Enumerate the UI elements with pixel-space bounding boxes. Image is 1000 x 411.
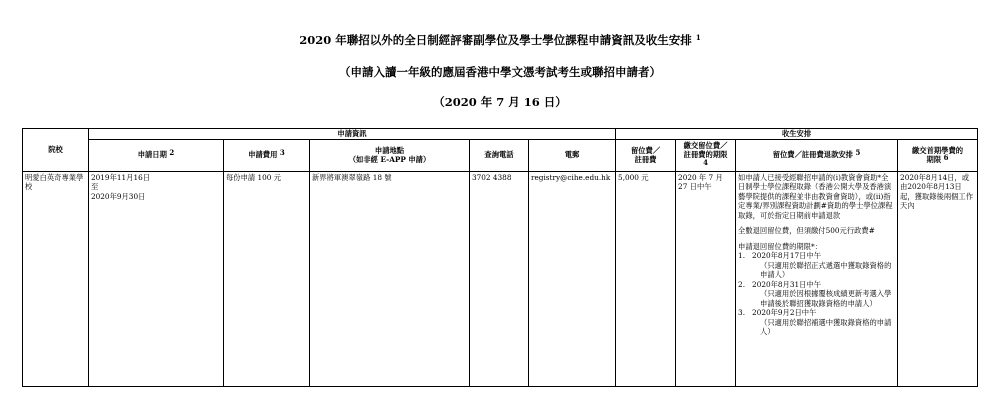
document-title-text: 2020 年聯招以外的全日制經評審副學位及學士學位課程申請資訊及收生安排 [299, 33, 692, 47]
table-group-header-row [23, 129, 978, 140]
list-number: 1. [738, 251, 746, 260]
header-group-application: 申請資訊 [89, 129, 616, 140]
header-deposit-line: 留位費／ [630, 145, 661, 155]
list-item [738, 251, 895, 280]
header-deposit [616, 139, 676, 171]
cell-email: registry@cihe.edu.hk [529, 171, 616, 386]
document-date: （2020 年 7 月 16 日） [433, 95, 567, 109]
cell-app-date-line: 2020年9月30日 [91, 191, 146, 201]
admission-info-table [22, 128, 978, 387]
footnote-marker: 2 [169, 148, 175, 158]
cell-refund [736, 171, 898, 386]
list-item [738, 308, 895, 337]
cell-deposit: 5,000 元 [616, 171, 676, 386]
cell-app-date [89, 171, 224, 386]
footnote-marker: 3 [279, 148, 285, 158]
header-deposit-line: 註冊費 [634, 155, 657, 164]
header-address-line: （如非經 E-APP 申請） [348, 155, 431, 164]
list-date: 2020年8月31日中午 [752, 279, 822, 289]
cell-app-date-line: 至 [91, 182, 99, 191]
cell-address: 新界將軍澳翠嶺路 18 號 [310, 171, 470, 386]
list-number: 2. [738, 279, 746, 289]
header-phone: 查詢電話 [470, 139, 529, 171]
header-address [310, 139, 470, 171]
cell-app-fee: 每份申請 100 元 [224, 171, 310, 386]
list-note: （只適用於聯招補選中獲取錄資格的申請人） [760, 317, 892, 336]
list-note: （只適用於因根據覆核成績更新考選入學申請後於聯招獲取錄資格的申請人） [760, 289, 892, 308]
list-number: 3. [738, 308, 746, 317]
table-header-row [23, 139, 978, 171]
cell-first-fee: 2020年8月14日，或由2020年8月13日起，獲取錄後兩個工作天內 [898, 171, 978, 386]
cell-phone: 3702 4388 [470, 171, 529, 386]
header-first-fee-line: 繳交首期學費的 [912, 145, 964, 155]
cell-institution: 明愛白英奇專業學校 [23, 171, 89, 386]
footnote-marker: 1 [695, 33, 701, 42]
header-group-admission: 收生安排 [616, 129, 978, 140]
footnote-marker: 5 [855, 148, 861, 158]
refund-deadline-list [738, 242, 895, 337]
refund-deadline-heading: 申請退回留位費的期限*： [738, 241, 822, 251]
header-app-fee-label: 申請費用 [248, 150, 278, 160]
header-refund-label: 留位費／註冊費退款安排 [772, 150, 853, 160]
list-date: 2020年8月17日中午 [752, 251, 822, 260]
header-institution: 院校 [23, 129, 89, 172]
list-date: 2020年9月2日中午 [752, 308, 817, 317]
footnote-marker: 6 [943, 153, 949, 162]
header-first-fee [898, 139, 978, 171]
cell-deadline: 2020 年 7 月 27 日中午 [676, 171, 736, 386]
refund-amount: 全數退回留位費，但須繳付500元行政費# [738, 226, 875, 235]
list-item [738, 280, 895, 309]
list-note: （只適用於聯招正式遞選中獲取錄資格的申請人） [760, 260, 892, 279]
header-refund [736, 139, 898, 171]
header-email: 電郵 [529, 139, 616, 171]
header-deadline-line: 繳交留位費／ [683, 140, 728, 150]
header-app-fee [224, 139, 310, 171]
document-subtitle: （申請入讀一年級的應屆香港中學文憑考試考生或聯招申請者） [339, 65, 661, 79]
footnote-marker: 4 [703, 157, 708, 167]
table-row [23, 171, 978, 386]
header-app-date [89, 139, 224, 171]
refund-eligibility: 如申請人已接受經聯招申請的(i)教資會資助*全日制學士學位課程取錄（香港公開大學及香港演藝學院提供的課程並非由教資會資助），或(ii)指定專業/界別課程資助計劃#資助的學士學位課程取錄，可於指定日期前申請退款 [738, 172, 893, 220]
header-deadline [676, 139, 736, 171]
header-app-date-label: 申請日期 [137, 150, 167, 160]
document-title [0, 33, 1000, 47]
header-address-line: 申請地點 [374, 145, 405, 155]
header-deadline-line: 註冊費的期限 [683, 150, 728, 160]
cell-app-date-line: 2019年11月16日 [91, 172, 151, 182]
header-first-fee-line: 期限 [926, 155, 942, 164]
